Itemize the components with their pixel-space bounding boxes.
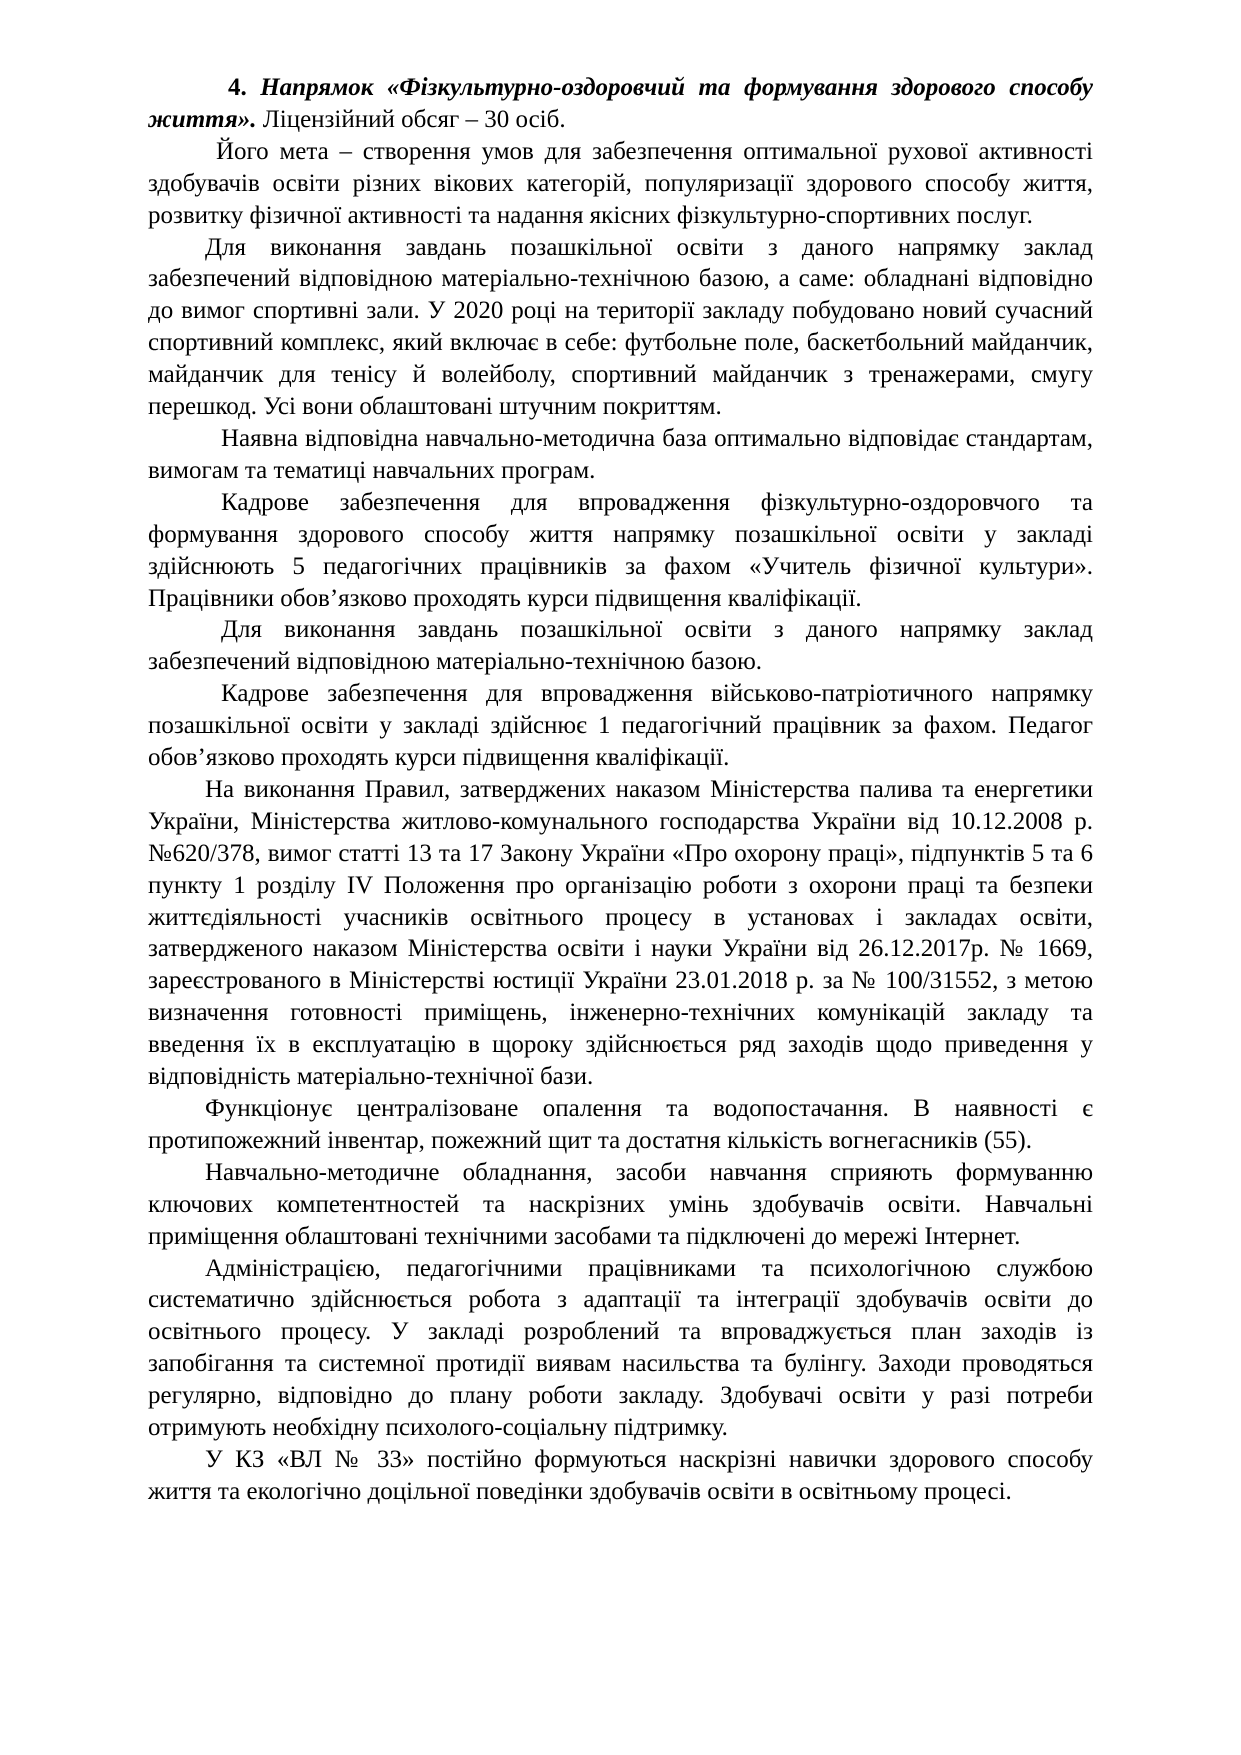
paragraph-staffing-sports: Кадрове забезпечення для впровадження фізкультурно-оздоровчого та формування здорового способу життя напрямку позашкільної освіти у закладі здійснюють 5 педагогічних працівників за фахом «Учитель фізичної культури». Працівники обов’язково проходять курси підвищення кваліфікації. [148,488,1093,612]
section-number: 4. [228,74,247,101]
paragraph-facilities: Для виконання завдань позашкільної освіти з даного напрямку заклад забезпечений відповідною матеріально-технічною базою, а саме: обладнані відповідно до вимог спортивні зали. У 2020 році на території закладу побудовано новий сучасний спортивний комплекс, який включає в себе: футбольне поле, баскетбольний майданчик, майданчик для тенісу й волейболу, спортивний майданчик з тренажерами, смугу перешкод. Усі вони облаштовані штучним покриттям. [148,233,1093,421]
section-title: Напрямок «Фізкультурно-оздоровчий та формування здорового способу життя». [148,74,1093,133]
paragraph-facilities-short: Для виконання завдань позашкільної освіти з даного напрямку заклад забезпечений відповідною матеріально-технічною базою. [148,616,1093,676]
paragraph-methodical-base: Наявна відповідна навчально-методична база оптимально відповідає стандартам, вимогам та тематиці навчальних програм. [148,424,1093,484]
section-heading [148,72,1093,136]
paragraph-equipment: Навчально-методичне обладнання, засоби навчання сприяють формуванню ключових компетентностей та наскрізних умінь здобувачів освіти. Навчальні приміщення облаштовані технічними засобами та підключені до мережі Інтернет. [148,1158,1093,1250]
paragraph-goal: Його мета – створення умов для забезпечення оптимальної рухової активності здобувачів освіти різних вікових категорій, популяризації здорового способу життя, розвитку фізичної активності та надання якісних фізкультурно-спортивних послуг. [148,137,1093,229]
license-capacity: Ліцензійний обсяг – 30 осіб. [256,105,566,133]
paragraph-adaptation: Адміністрацією, педагогічними працівниками та психологічною службою систематично здійснюється робота з адаптації та інтеграції здобувачів освіти до освітнього процесу. У закладі розроблений та впроваджується план заходів із запобігання та системної протидії виявам насильства та булінгу. Заходи проводяться регулярно, відповідно до плану роботи закладу. Здобувачі освіти у разі потреби отримують необхідну психолого-соціальну підтримку. [148,1254,1093,1442]
paragraph-staffing-military: Кадрове забезпечення для впровадження військово-патріотичного напрямку позашкільної освіти у закладі здійснює 1 педагогічний працівник за фахом. Педагог обов’язково проходять курси підвищення кваліфікації. [148,680,1093,772]
paragraph-utilities: Функціонує централізоване опалення та водопостачання. В наявності є протипожежний інвентар, пожежний щит та достатня кількість вогнегасників (55). [148,1095,1093,1154]
paragraph-healthy-lifestyle: У КЗ «ВЛ № 33» постійно формуються наскрізні навички здорового способу життя та екологічно доцільної поведінки здобувачів освіти в освітньому процесі. [148,1445,1093,1505]
document-page [148,72,1093,1508]
paragraph-safety-rules: На виконання Правил, затверджених наказом Міністерства палива та енергетики України, Міністерства житлово-комунального господарства України від 10.12.2008 р. №620/378, вимог статті 13 та 17 Закону України «Про охорону праці», підпунктів 5 та 6 пункту 1 розділу IV Положення про організацію роботи з охорони праці та безпеки життєдіяльності учасників освітнього процесу в установах і закладах освіти, затвердженого наказом Міністерства освіти і науки України від 26.12.2017р. № 1669, зареєстрованого в Міністерстві юстиції України 23.01.2018 р. за № 100/31552, з метою визначення готовності приміщень, інженерно-технічних комунікацій закладу та введення їх в експлуатацію в щороку здійснюється ряд заходів щодо приведення у відповідність матеріально-технічної бази. [148,775,1093,1091]
